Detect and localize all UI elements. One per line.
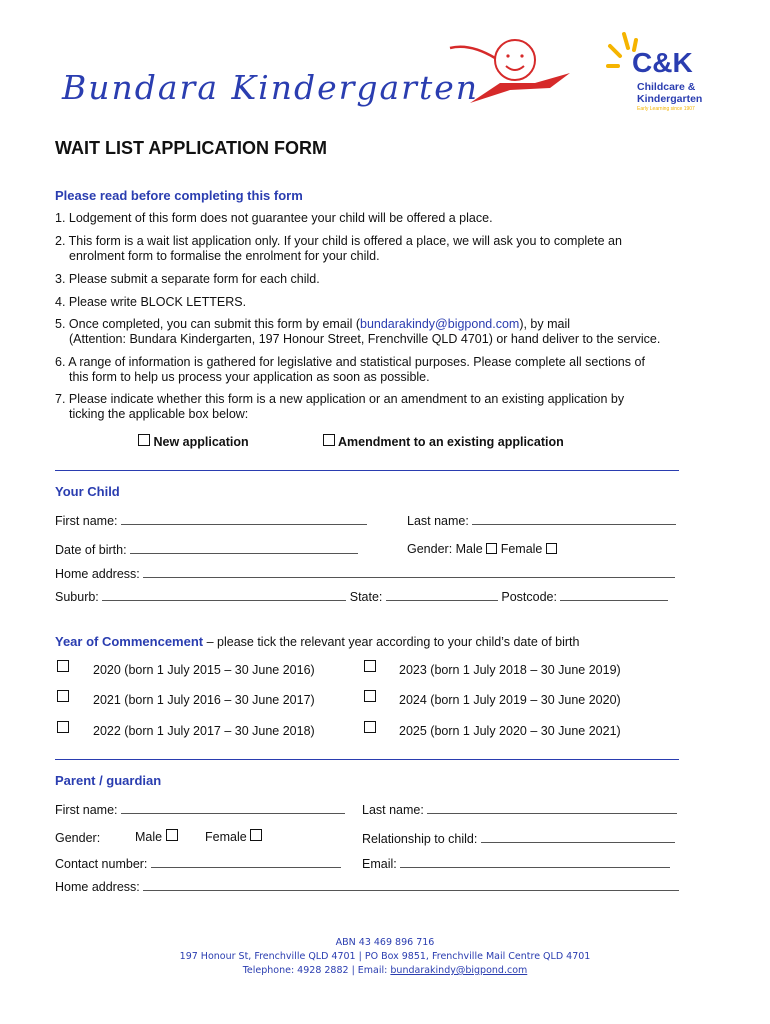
child-heading: Your Child: [55, 484, 120, 499]
option-new-application[interactable]: [138, 434, 249, 450]
parent-female-option[interactable]: [205, 829, 262, 845]
divider: [55, 759, 679, 760]
parent-gender-label: Gender:: [55, 831, 101, 845]
parent-relationship-field[interactable]: [362, 831, 675, 847]
year-2021-checkbox[interactable]: [57, 690, 69, 702]
parent-contact-line[interactable]: [151, 856, 341, 868]
child-dob-label: Date of birth:: [55, 543, 127, 557]
parent-email-field[interactable]: [362, 856, 670, 872]
parent-relationship-line[interactable]: [481, 831, 675, 843]
smiley-logo-drawing: [440, 28, 580, 113]
email-link[interactable]: bundarakindy@bigpond.com: [360, 317, 520, 331]
parent-email-line[interactable]: [400, 856, 670, 868]
year-option-2020[interactable]: [57, 660, 69, 676]
child-state-line[interactable]: [386, 589, 498, 601]
parent-heading: Parent / guardian: [55, 773, 162, 788]
year-option-2022[interactable]: [57, 721, 69, 737]
commencement-instruction: – please tick the relevant year according to your child’s date of birth: [203, 635, 580, 649]
footer-abn: ABN 43 469 896 716: [335, 937, 435, 948]
child-suburb-line[interactable]: [102, 589, 346, 601]
commencement-heading: Year of Commencement: [55, 634, 204, 649]
commencement-heading-row: [55, 634, 579, 650]
child-state-label: State:: [349, 590, 383, 604]
intro-item-3: 3. Please submit a separate form for each child.: [55, 272, 320, 286]
year-2020-label: 2020 (born 1 July 2015 – 30 June 2016): [93, 663, 315, 677]
child-last-name-label: Last name:: [407, 514, 469, 528]
year-2025-checkbox[interactable]: [364, 721, 376, 733]
divider: [55, 470, 679, 471]
child-gender-male-label: Gender: Male: [407, 542, 483, 556]
intro-item-6a: 6. A range of information is gathered for legislative and statistical purposes. Please complete all sections of: [55, 355, 645, 369]
parent-last-name-field[interactable]: [362, 802, 677, 818]
intro-item-4: 4. Please write BLOCK LETTERS.: [55, 295, 247, 309]
child-female-checkbox[interactable]: [546, 543, 557, 554]
intro-item-5b: (Attention: Bundara Kindergarten, 197 Honour Street, Frenchville QLD 4701) or hand deliver to the service.: [69, 332, 661, 346]
parent-first-name-field[interactable]: [55, 802, 345, 818]
intro-item-6b: this form to help us process your application as soon as possible.: [69, 370, 430, 384]
intro-item-7b: ticking the applicable box below:: [69, 407, 249, 421]
child-home-address-label: Home address:: [55, 567, 140, 581]
parent-home-address-field[interactable]: [55, 879, 679, 895]
year-2020-checkbox[interactable]: [57, 660, 69, 672]
ck-brand: C&K: [632, 47, 693, 78]
parent-female-label: Female: [205, 830, 247, 844]
parent-email-label: Email:: [362, 857, 397, 871]
year-2025-label: 2025 (born 1 July 2020 – 30 June 2021): [399, 724, 621, 738]
ck-line1: Childcare &: [637, 81, 696, 93]
year-2023-label: 2023 (born 1 July 2018 – 30 June 2019): [399, 663, 621, 677]
child-gender-female-label: Female: [500, 542, 543, 556]
year-2022-label: 2022 (born 1 July 2017 – 30 June 2018): [93, 724, 315, 738]
child-gender-field: [407, 542, 557, 557]
footer-email-link[interactable]: bundarakindy@bigpond.com: [390, 965, 528, 976]
child-first-name-line[interactable]: [121, 513, 367, 525]
parent-home-address-label: Home address:: [55, 880, 140, 894]
parent-contact-field[interactable]: [55, 856, 341, 872]
amendment-label: Amendment to an existing application: [338, 435, 564, 449]
parent-contact-label: Contact number:: [55, 857, 148, 871]
parent-female-checkbox[interactable]: [250, 829, 262, 841]
child-first-name-field[interactable]: [55, 513, 367, 529]
child-suburb-field[interactable]: [55, 589, 668, 605]
ck-tagline: Early Learning since 1907: [637, 106, 695, 112]
footer-address: 197 Honour St, Frenchville QLD 4701 | PO Box 9851, Frenchville Mail Centre QLD 4701: [179, 951, 591, 962]
parent-male-option[interactable]: [135, 829, 178, 845]
child-first-name-label: First name:: [55, 514, 118, 528]
child-postcode-line[interactable]: [560, 589, 668, 601]
parent-last-name-label: Last name:: [362, 803, 424, 817]
child-home-address-line[interactable]: [143, 566, 675, 578]
ck-line2: Kindergarten: [637, 93, 703, 105]
year-option-2024[interactable]: [364, 690, 376, 706]
child-home-address-field[interactable]: [55, 566, 675, 582]
parent-last-name-line[interactable]: [427, 802, 677, 814]
intro-heading: Please read before completing this form: [55, 188, 303, 203]
footer-phone: Telephone: 4928 2882 | Email:: [242, 965, 391, 976]
child-dob-field[interactable]: [55, 542, 358, 558]
intro-item-5a-pre: 5. Once completed, you can submit this form by email (: [55, 317, 360, 331]
year-2021-label: 2021 (born 1 July 2016 – 30 June 2017): [93, 693, 315, 707]
amendment-checkbox[interactable]: [323, 434, 335, 446]
year-option-2021[interactable]: [57, 690, 69, 706]
parent-first-name-line[interactable]: [121, 802, 345, 814]
child-last-name-field[interactable]: [407, 513, 676, 529]
kindergarten-logo: Bundara Kindergarten: [62, 68, 480, 107]
year-2022-checkbox[interactable]: [57, 721, 69, 733]
new-application-checkbox[interactable]: [138, 434, 150, 446]
child-postcode-label: Postcode:: [501, 590, 557, 604]
option-amendment[interactable]: [323, 434, 564, 450]
intro-item-2b: enrolment form to formalise the enrolment for your child.: [69, 249, 380, 263]
intro-item-5a: [55, 317, 570, 332]
intro-item-2a: 2. This form is a wait list application only. If your child is offered a place, we will ask you to complete an: [55, 234, 622, 248]
year-option-2023[interactable]: [364, 660, 376, 676]
page-title: WAIT LIST APPLICATION FORM: [55, 138, 327, 158]
child-male-checkbox[interactable]: [486, 543, 497, 554]
year-2024-label: 2024 (born 1 July 2019 – 30 June 2020): [399, 693, 621, 707]
parent-relationship-label: Relationship to child:: [362, 832, 478, 846]
child-suburb-label: Suburb:: [55, 590, 99, 604]
new-application-label: New application: [153, 435, 249, 449]
parent-first-name-label: First name:: [55, 803, 118, 817]
intro-item-1: 1. Lodgement of this form does not guarantee your child will be offered a place.: [55, 211, 493, 225]
footer-contact: [0, 965, 770, 976]
parent-male-label: Male: [135, 830, 163, 844]
child-last-name-line[interactable]: [472, 513, 676, 525]
intro-item-7a: 7. Please indicate whether this form is a new application or an amendment to an existing application by: [55, 392, 625, 406]
parent-home-address-line[interactable]: [143, 879, 679, 891]
child-dob-line[interactable]: [130, 542, 358, 554]
parent-male-checkbox[interactable]: [166, 829, 178, 841]
year-2024-checkbox[interactable]: [364, 690, 376, 702]
year-2023-checkbox[interactable]: [364, 660, 376, 672]
intro-item-5a-post: ), by mail: [519, 317, 571, 331]
year-option-2025[interactable]: [364, 721, 376, 737]
